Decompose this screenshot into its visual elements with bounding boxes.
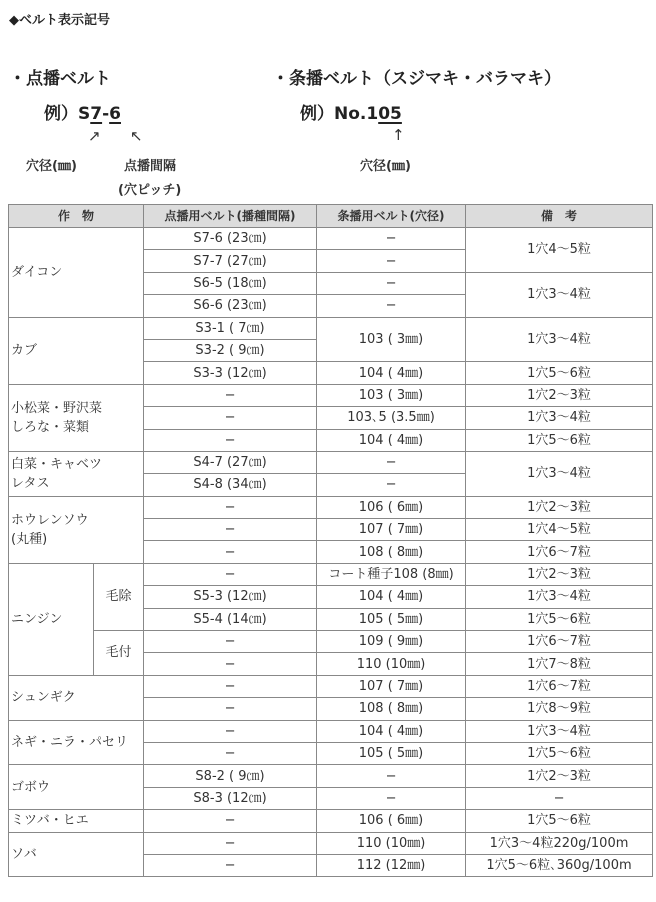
point-belt-cell: − <box>144 810 317 832</box>
point-belt-title: ・点播ベルト <box>9 69 111 89</box>
arrow-up-left-icon: ↖ <box>130 127 143 145</box>
crop-hakusai-line2: レタス <box>11 475 50 491</box>
point-belt-cell: S7-6 (23㎝) <box>144 228 317 250</box>
point-example-dash: - <box>102 104 110 124</box>
crop-horenso <box>9 496 144 563</box>
strip-belt-cell: 108 ( 8㎜) <box>317 698 466 720</box>
table-row <box>9 228 653 250</box>
point-hole-label: 穴径(㎜) <box>26 159 77 174</box>
notes-cell: 1穴6～7粒 <box>466 631 653 653</box>
notes-cell: 1穴2～3粒 <box>466 765 653 787</box>
point-belt-cell: − <box>144 653 317 675</box>
notes-cell: 1穴5～6粒 <box>466 742 653 764</box>
strip-example-hole: 05 <box>378 104 402 124</box>
strip-belt-cell: − <box>317 228 466 250</box>
point-belt-cell: − <box>144 519 317 541</box>
point-belt-cell: S4-7 (27㎝) <box>144 451 317 473</box>
strip-belt-cell: − <box>317 765 466 787</box>
crop-hakusai <box>9 451 144 496</box>
strip-belt-cell: − <box>317 451 466 473</box>
crop-horenso-line2: (丸種) <box>11 531 48 547</box>
crop-komatsuna <box>9 384 144 451</box>
point-belt-cell: S8-2 ( 9㎝) <box>144 765 317 787</box>
strip-belt-title: ・条播ベルト（スジマキ・バラマキ） <box>272 69 561 89</box>
strip-belt-cell: コート種子108 (8㎜) <box>317 563 466 585</box>
point-example-hole: 7 <box>90 104 103 124</box>
point-belt-cell: − <box>144 563 317 585</box>
strip-belt-cell: 104 ( 4㎜) <box>317 362 466 384</box>
strip-belt-cell: 104 ( 4㎜) <box>317 429 466 451</box>
notes-cell: 1穴3～4粒 <box>466 586 653 608</box>
strip-belt-example <box>300 99 402 124</box>
point-belt-example <box>44 99 121 124</box>
notes-cell: 1穴3～4粒 <box>466 407 653 429</box>
strip-belt-cell: 112 (12㎜) <box>317 854 466 876</box>
arrow-up-icon: ↑ <box>392 126 405 144</box>
crop-negi: ネギ・ニラ・パセリ <box>9 720 144 765</box>
notes-cell: 1穴6～7粒 <box>466 675 653 697</box>
notes-cell: 1穴5～6粒 <box>466 362 653 384</box>
point-belt-cell: S6-6 (23㎝) <box>144 295 317 317</box>
point-belt-cell: S6-5 (18㎝) <box>144 272 317 294</box>
strip-belt-cell: 106 ( 6㎜) <box>317 496 466 518</box>
strip-belt-cell: 107 ( 7㎜) <box>317 519 466 541</box>
notes-cell: 1穴3～4粒 <box>466 720 653 742</box>
crop-soba: ソバ <box>9 832 144 877</box>
point-belt-cell: − <box>144 541 317 563</box>
arrow-up-right-icon: ↗ <box>88 127 101 145</box>
strip-belt-cell: 110 (10㎜) <box>317 653 466 675</box>
point-belt-cell: − <box>144 720 317 742</box>
table-row <box>9 496 653 518</box>
strip-belt-cell: 108 ( 8㎜) <box>317 541 466 563</box>
point-belt-cell: − <box>144 832 317 854</box>
crop-horenso-line1: ホウレンソウ <box>11 512 89 528</box>
notes-cell: 1穴2～3粒 <box>466 563 653 585</box>
crop-gobo: ゴボウ <box>9 765 144 810</box>
crop-komatsuna-line2: しろな・菜類 <box>11 419 90 435</box>
strip-belt-cell: 104 ( 4㎜) <box>317 586 466 608</box>
notes-cell: 1穴2～3粒 <box>466 496 653 518</box>
header-strip-belt: 条播用ベルト(穴径) <box>317 205 466 228</box>
table-row <box>9 563 653 585</box>
notes-cell: 1穴5～6粒､360g/100m <box>466 854 653 876</box>
table-row <box>9 810 653 832</box>
point-belt-cell: S3-1 ( 7㎝) <box>144 317 317 339</box>
strip-belt-cell: 103､5 (3.5㎜) <box>317 407 466 429</box>
point-belt-cell: − <box>144 429 317 451</box>
notes-cell: − <box>466 787 653 809</box>
notes-cell: 1穴6～7粒 <box>466 541 653 563</box>
notes-cell: 1穴3～4粒 <box>466 272 653 317</box>
crop-komatsuna-line1: 小松菜・野沢菜 <box>11 400 103 416</box>
header-notes: 備 考 <box>466 205 653 228</box>
strip-belt-cell: 105 ( 5㎜) <box>317 608 466 630</box>
crop-ninjin: ニンジン <box>9 563 94 675</box>
table-row <box>9 832 653 854</box>
strip-belt-cell: 103 ( 3㎜) <box>317 317 466 362</box>
point-belt-cell: S5-4 (14㎝) <box>144 608 317 630</box>
point-belt-cell: − <box>144 675 317 697</box>
notes-cell: 1穴7～8粒 <box>466 653 653 675</box>
strip-belt-cell: 110 (10㎜) <box>317 832 466 854</box>
table-row <box>9 675 653 697</box>
notes-cell: 1穴4～5粒 <box>466 228 653 273</box>
notes-cell: 1穴5～6粒 <box>466 429 653 451</box>
strip-example-prefix: 例）No.1 <box>300 104 379 124</box>
point-belt-cell: − <box>144 631 317 653</box>
section-heading: ◆ベルト表示記号 <box>9 13 110 28</box>
point-belt-cell: S7-7 (27㎝) <box>144 250 317 272</box>
point-belt-cell: − <box>144 742 317 764</box>
header-crop: 作 物 <box>9 205 144 228</box>
belt-table <box>8 204 653 877</box>
strip-belt-cell: 106 ( 6㎜) <box>317 810 466 832</box>
point-belt-cell: − <box>144 384 317 406</box>
crop-shungiku: シュンギク <box>9 675 144 720</box>
notes-cell: 1穴4～5粒 <box>466 519 653 541</box>
strip-belt-cell: 105 ( 5㎜) <box>317 742 466 764</box>
point-example-pitch: 6 <box>109 104 121 124</box>
point-belt-cell: − <box>144 698 317 720</box>
crop-ninjin-kejo: 毛除 <box>94 563 144 630</box>
point-belt-cell: S3-2 ( 9㎝) <box>144 339 317 361</box>
table-row <box>9 384 653 406</box>
strip-belt-cell: 109 ( 9㎜) <box>317 631 466 653</box>
table-row <box>9 317 653 339</box>
strip-belt-cell: − <box>317 787 466 809</box>
strip-hole-label: 穴径(㎜) <box>360 159 411 174</box>
notes-cell: 1穴3～4粒220g/100m <box>466 832 653 854</box>
point-pitch-sublabel: (穴ピッチ) <box>118 183 182 198</box>
notes-cell: 1穴2～3粒 <box>466 384 653 406</box>
notes-cell: 1穴5～6粒 <box>466 810 653 832</box>
notes-cell: 1穴3～4粒 <box>466 317 653 362</box>
notes-cell: 1穴3～4粒 <box>466 451 653 496</box>
point-belt-cell: − <box>144 496 317 518</box>
table-row <box>9 631 653 653</box>
point-belt-cell: S5-3 (12㎝) <box>144 586 317 608</box>
table-row <box>9 765 653 787</box>
point-belt-cell: S8-3 (12㎝) <box>144 787 317 809</box>
point-belt-cell: − <box>144 854 317 876</box>
crop-kabu: カブ <box>9 317 144 384</box>
notes-cell: 1穴8～9粒 <box>466 698 653 720</box>
strip-belt-cell: 103 ( 3㎜) <box>317 384 466 406</box>
strip-belt-cell: − <box>317 295 466 317</box>
strip-belt-cell: − <box>317 474 466 496</box>
point-pitch-label: 点播間隔 <box>124 159 177 174</box>
strip-belt-cell: − <box>317 272 466 294</box>
table-row <box>9 451 653 473</box>
point-belt-cell: S3-3 (12㎝) <box>144 362 317 384</box>
table-header-row <box>9 205 653 228</box>
crop-ninjin-ketsuki: 毛付 <box>94 631 144 676</box>
point-belt-cell: S4-8 (34㎝) <box>144 474 317 496</box>
strip-belt-cell: − <box>317 250 466 272</box>
strip-belt-cell: 104 ( 4㎜) <box>317 720 466 742</box>
crop-daikon: ダイコン <box>9 228 144 318</box>
table-row <box>9 720 653 742</box>
point-example-prefix: 例）S <box>44 104 91 124</box>
header-point-belt: 点播用ベルト(播種間隔) <box>144 205 317 228</box>
strip-belt-cell: 107 ( 7㎜) <box>317 675 466 697</box>
crop-hakusai-line1: 白菜・キャベツ <box>11 456 103 472</box>
notes-cell: 1穴5～6粒 <box>466 608 653 630</box>
point-belt-cell: − <box>144 407 317 429</box>
crop-mitsuba: ミツバ・ヒエ <box>9 810 144 832</box>
